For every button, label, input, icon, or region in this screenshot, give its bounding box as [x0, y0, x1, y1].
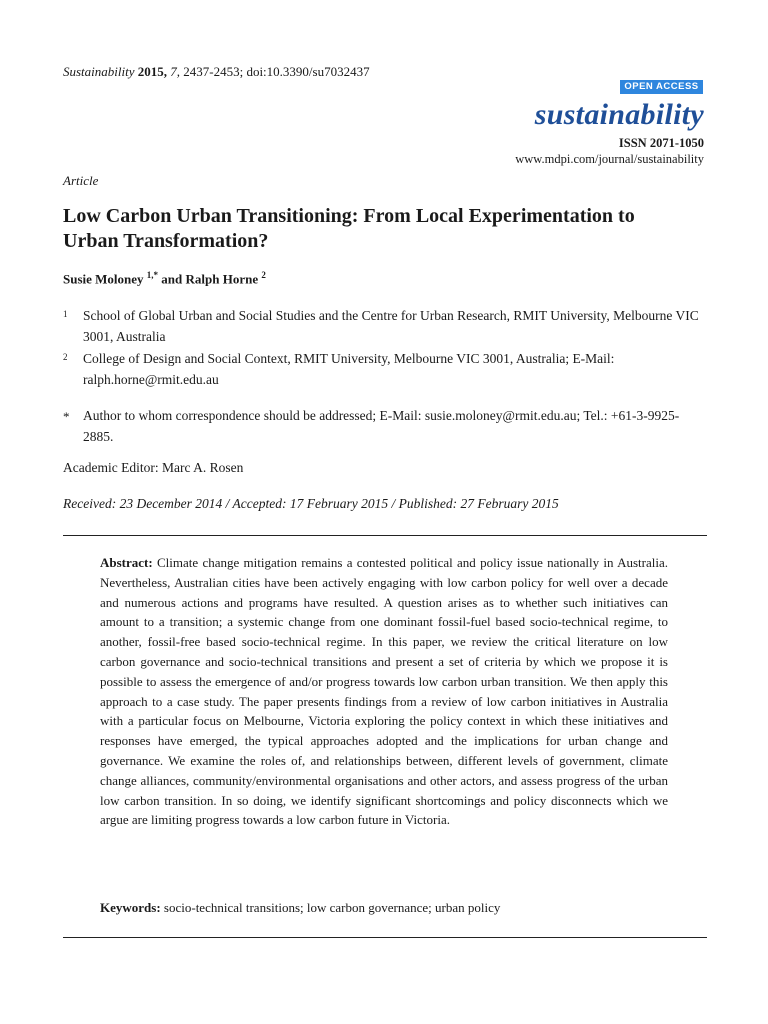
affiliation-number: 1 [63, 309, 68, 319]
divider-top [63, 535, 707, 536]
author-name: Susie Moloney [63, 271, 144, 287]
divider-bottom [63, 937, 707, 938]
journal-url[interactable]: www.mdpi.com/journal/sustainability [515, 152, 704, 166]
abstract-text: Climate change mitigation remains a contested political and policy issue nationally in Australia. Nevertheless, Australian cities have been actively engaging with low carbon policy for well over a decade and numerous actions and programs have resulted. A question arises as to whether such initiatives can amount to a transition; a systemic change from one dominant fossil-fuel based socio-technical regime, to another, fossil-free based socio-technical regime. In this paper, we review the critical literature on low carbon governance and socio-technical transitions and present a set of criteria by which we propose it is possible to assess the emergence of and/or progress towards low carbon urban transition. We then apply this approach to a case study. The paper presents findings from a review of low carbon initiatives in Australia with a particular focus on Melbourne, Victoria exploring the policy context in which these initiatives and responses have emerged, the typical approaches adopted and the implications for urban change and governance. We examine the roles of, and relationships between, different levels of government, climate change alliances, community/environmental organisations and other actors, and assess progress of the urban low carbon transition. In so doing, we identify significant shortcomings and policy disconnects which we argue are limiting progress towards a low carbon future in Victoria. [100, 555, 668, 828]
abstract [100, 553, 668, 830]
academic-editor: Academic Editor: Marc A. Rosen [63, 460, 244, 475]
abstract-label: Abstract: [100, 555, 153, 570]
author-affiliation-mark: 2 [261, 270, 266, 280]
keywords [100, 900, 500, 916]
corresponding-mark: * [63, 409, 70, 424]
article-type: Article [63, 173, 99, 188]
corresponding-text: Author to whom correspondence should be addressed; E-Mail: susie.moloney@rmit.edu.au; Tel.: +61-3-9925-2885. [83, 408, 680, 444]
citation-year: 2015, [137, 64, 167, 79]
author-name: Ralph Horne [185, 271, 259, 287]
affiliation-number: 2 [63, 352, 68, 362]
citation-volume: 7, [170, 64, 180, 79]
journal-logo: sustainability [534, 98, 704, 131]
keywords-label: Keywords: [100, 900, 161, 915]
affiliation-2 [63, 348, 703, 390]
affiliation-1 [63, 305, 703, 347]
affiliation-text: School of Global Urban and Social Studies and the Centre for Urban Research, RMIT University, Melbourne VIC 3001, Australia [83, 308, 699, 344]
author-affiliation-mark: 1,* [146, 270, 159, 280]
issn: ISSN 2071-1050 [618, 136, 704, 150]
author-line [63, 270, 266, 287]
publication-dates: Received: 23 December 2014 / Accepted: 17 February 2015 / Published: 27 February 2015 [63, 496, 559, 511]
author-connector: and [158, 271, 186, 287]
citation-pages-doi: 2437-2453; doi:10.3390/su7032437 [180, 64, 370, 79]
citation-journal: Sustainability [63, 64, 135, 79]
paper-title: Low Carbon Urban Transitioning: From Local Experimentation to Urban Transformation? [63, 205, 635, 252]
affiliation-text: College of Design and Social Context, RMIT University, Melbourne VIC 3001, Australia; E-Mail: ralph.horne@rmit.edu.au [83, 351, 615, 387]
corresponding-author [63, 405, 703, 447]
keywords-text: socio-technical transitions; low carbon governance; urban policy [160, 900, 501, 915]
citation-line [63, 64, 370, 80]
open-access-badge: OPEN ACCESS [620, 80, 703, 94]
